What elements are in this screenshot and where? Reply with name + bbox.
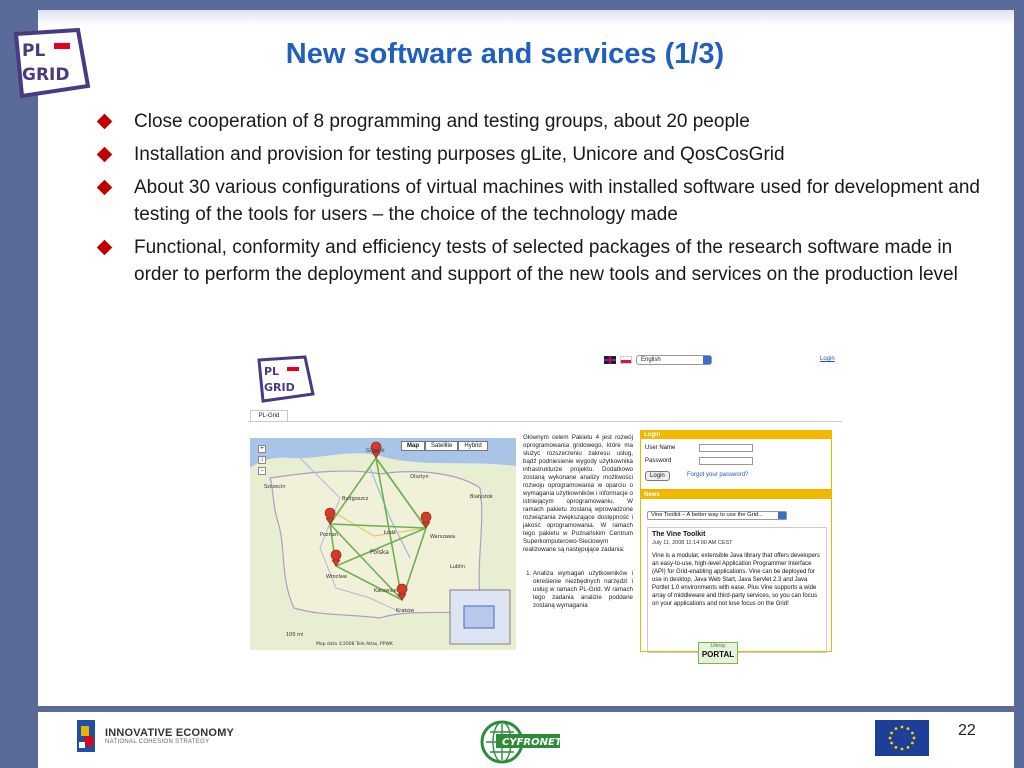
footer	[38, 712, 1014, 768]
bullet-item	[97, 234, 987, 288]
zoom-out-icon[interactable]: −	[258, 467, 266, 475]
pan-icon[interactable]: ↕	[258, 456, 266, 464]
description-text: Głównym celem Pakietu 4 jest rozwój oprogramowania gridowego, które ma służyć rozszerzeniu zakresu usług, bądź podniesienie wygody użytkownika infrastrukturze projektu. Dodatkowo zostaną wykonane analizy możliwości rozwoju oprogramowania w oparciu o wymagania użytkowników i informacje o istniejącym oprogramowaniu. W ramach pakietu zostaną wprowadzone rozwiązania zwiększające dostępność i jakość oprogramowania. W ramach tego pakietu w Poznańskim Centrum Superkomputerowo-Sieciowym realizowane są następujące zadania:	[523, 434, 633, 553]
logo-line1: PL	[22, 41, 46, 61]
news-header: News	[641, 491, 831, 499]
svg-text:Wrocław: Wrocław	[326, 574, 348, 580]
svg-text:Polska: Polska	[370, 549, 389, 556]
frame-left	[0, 0, 38, 768]
bullet-list	[97, 108, 987, 294]
svg-text:Lublin: Lublin	[450, 564, 465, 570]
language-select[interactable]: English	[636, 355, 712, 365]
login-header: Login	[641, 431, 831, 439]
map-canvas	[250, 438, 516, 650]
bullet-text: Functional, conformity and efficiency tests of selected packages of the research software made in order to perform the deployment and support of the new tools and services on the production level	[134, 237, 958, 285]
task-list	[523, 570, 633, 610]
header-gradient	[38, 10, 1014, 26]
map-button[interactable]: Map	[401, 441, 425, 451]
diamond-bullet-icon	[97, 240, 113, 256]
username-label: User Name	[645, 445, 676, 451]
innovative-economy-icon	[73, 718, 99, 754]
svg-text:Poznań: Poznań	[320, 532, 338, 538]
liferay-portal-badge[interactable]	[698, 642, 738, 664]
innovative-economy-subtitle: NATIONAL COHESION STRATEGY	[105, 739, 210, 745]
map-zoom-controls	[258, 445, 266, 475]
eu-flag-icon	[875, 720, 929, 756]
diamond-bullet-icon	[97, 114, 113, 130]
logo-line2: GRID	[22, 65, 70, 85]
bullet-text: Close cooperation of 8 programming and testing groups, about 20 people	[134, 111, 750, 132]
tab-plgrid[interactable]: PL-Grid	[250, 410, 288, 422]
svg-text:100 mi: 100 mi	[286, 632, 304, 638]
portal-badge-big: PORTAL	[701, 650, 735, 659]
svg-text:Katowice: Katowice	[374, 588, 397, 594]
svg-text:GRID: GRID	[264, 381, 295, 394]
innovative-economy-title: INNOVATIVE ECONOMY	[105, 727, 235, 739]
login-panel	[640, 430, 832, 490]
frame-top	[0, 0, 1024, 10]
svg-text:Szczecin: Szczecin	[264, 484, 286, 490]
page-number: 22	[958, 722, 976, 739]
bullet-text: Installation and provision for testing purposes gLite, Unicore and QosCosGrid	[134, 144, 785, 165]
frame-right	[1014, 0, 1024, 768]
bullet-item	[97, 174, 987, 228]
password-label: Password	[645, 458, 672, 464]
cyfronet-text: CYFRONET	[502, 737, 562, 748]
flag-pl-icon[interactable]	[620, 356, 632, 364]
map-type-buttons	[401, 441, 488, 451]
zoom-in-icon[interactable]: +	[258, 445, 266, 453]
project-description	[523, 434, 633, 610]
svg-text:Olsztyn: Olsztyn	[410, 474, 429, 480]
login-button[interactable]: Login	[645, 471, 670, 481]
cyfronet-logo-icon	[478, 718, 566, 764]
flag-uk-icon[interactable]	[604, 356, 616, 364]
diamond-bullet-icon	[97, 147, 113, 163]
slide-title: New software and services (1/3)	[285, 38, 725, 70]
innovative-economy-logo	[73, 718, 234, 754]
news-select[interactable]: Vine Toolkit – A better way to use the Grid...	[647, 511, 787, 520]
forgot-password-link[interactable]: Forgot your password?	[687, 472, 749, 478]
portal-badge-small: Liferay	[710, 643, 726, 649]
news-date: July 11, 2008 11:14:00 AM CEST	[652, 540, 733, 546]
plgrid-small-logo-icon	[253, 354, 317, 404]
news-panel	[640, 490, 832, 659]
svg-text:Map data ©2008 Tele Atlas, PPW: Map data ©2008 Tele Atlas, PPWK	[316, 642, 393, 647]
task-item: 1. Analiza wymagań użytkowników i określenie niezbędnych narzędzi i usług w ramach PL-Grid. W ramach tego zadania analizie poddane zostaną wymagania	[533, 570, 633, 610]
bullet-text: About 30 various configurations of virtual machines with installed software used for development and testing of the tools for users – the choice of the technology made	[134, 177, 980, 225]
hybrid-button[interactable]: Hybrid	[458, 441, 487, 451]
bullet-item	[97, 141, 987, 168]
language-switcher	[604, 355, 712, 365]
password-input[interactable]	[699, 457, 753, 465]
username-input[interactable]	[699, 444, 753, 452]
news-article	[647, 527, 827, 659]
diamond-bullet-icon	[97, 180, 113, 196]
news-body: Vine is a modular, extensible Java library that offers developers an easy-to-use, high-level Application Programmer Interface (API) for Grid-enabling applications. Vine can be deployed for use in desktop, Java Web Start, Java Servlet 2.3 and Java Portlet 1.0 environments with ease. Plus Vine supports a wide array of middleware and third-party services, so you can focus on your applications and not lose focus on the Grid!	[652, 553, 820, 607]
satellite-button[interactable]: Satellite	[425, 441, 458, 451]
svg-text:Kraków: Kraków	[396, 608, 415, 614]
news-title: The Vine Toolkit	[652, 531, 706, 538]
google-map[interactable]	[250, 438, 516, 650]
svg-text:Warszawa: Warszawa	[430, 534, 456, 540]
tab-divider	[248, 421, 842, 422]
svg-text:PL: PL	[264, 365, 280, 378]
svg-text:Łódź: Łódź	[384, 530, 396, 536]
svg-text:Bydgoszcz: Bydgoszcz	[342, 496, 369, 502]
svg-text:Gdańsk: Gdańsk	[366, 448, 385, 454]
bullet-item	[97, 108, 987, 135]
svg-text:Białystok: Białystok	[470, 494, 493, 500]
portal-screenshot	[248, 348, 842, 659]
login-link[interactable]: Login	[820, 356, 835, 362]
plgrid-logo-icon	[8, 26, 92, 100]
